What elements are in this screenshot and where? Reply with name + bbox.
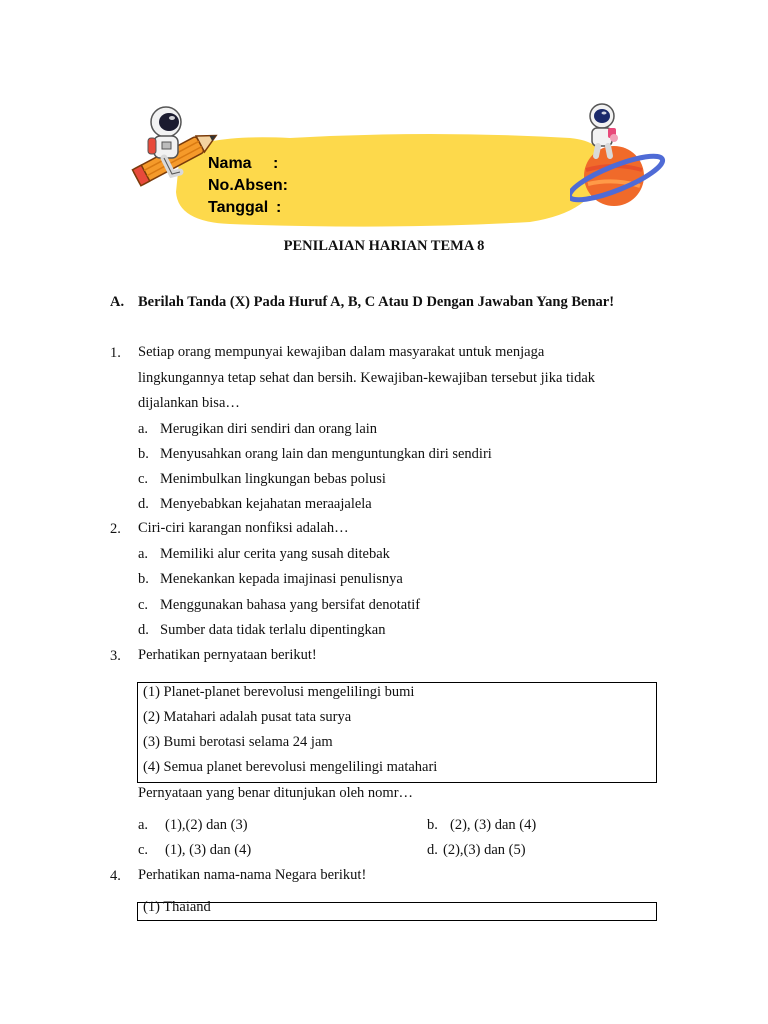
question-number: 3.: [110, 648, 121, 664]
question-text-line: dijalankan bisa…: [138, 395, 240, 411]
option-letter: c.: [138, 842, 149, 858]
option-letter: c.: [138, 471, 149, 487]
question-number: 4.: [110, 868, 121, 884]
statement-item: (2) Matahari adalah pusat tata surya: [143, 709, 352, 725]
option-text[interactable]: Menyusahkan orang lain dan menguntungkan diri sendiri: [160, 446, 492, 462]
option-text[interactable]: Menekankan kepada imajinasi penulisnya: [160, 571, 403, 587]
absen-label: No.Absen:: [208, 177, 288, 194]
option-letter: a.: [138, 546, 149, 562]
option-letter: d.: [427, 842, 438, 858]
option-text[interactable]: (1), (3) dan (4): [165, 842, 252, 858]
option-letter: b.: [427, 817, 438, 833]
option-text[interactable]: Menyebabkan kejahatan meraajalela: [160, 496, 372, 512]
statement-item: (1) Planet-planet berevolusi mengelilingi bumi: [143, 684, 415, 700]
question-text-line: Setiap orang mempunyai kewajiban dalam masyarakat untuk menjaga: [138, 344, 545, 360]
statement-item: (3) Bumi berotasi selama 24 jam: [143, 734, 333, 750]
statement-box: [137, 682, 657, 783]
astronaut-planet-illustration: [570, 98, 668, 213]
statement-item: (1) Thaiand: [143, 899, 211, 915]
question-text: Perhatikan pernyataan berikut!: [138, 647, 317, 663]
question-text: Ciri-ciri karangan nonfiksi adalah…: [138, 520, 349, 536]
question-number: 1.: [110, 345, 121, 361]
option-text[interactable]: Menimbulkan lingkungan bebas polusi: [160, 471, 386, 487]
option-letter: d.: [138, 622, 149, 638]
option-letter: c.: [138, 597, 149, 613]
section-instruction-text: Berilah Tanda (X) Pada Huruf A, B, C Atau D Dengan Jawaban Yang Benar!: [138, 294, 615, 310]
option-letter: d.: [138, 496, 149, 512]
section-letter: A.: [110, 294, 125, 310]
option-text[interactable]: Menggunakan bahasa yang bersifat denotatif: [160, 597, 421, 613]
option-letter: b.: [138, 571, 149, 587]
statement-box: [137, 899, 657, 921]
question-text: Perhatikan nama-nama Negara berikut!: [138, 867, 367, 883]
option-text[interactable]: (1),(2) dan (3): [165, 817, 248, 833]
option-letter: a.: [138, 421, 149, 437]
name-colon: :: [273, 155, 279, 172]
page-title: PENILAIAN HARIAN TEMA 8: [283, 238, 485, 254]
option-text[interactable]: Memiliki alur cerita yang susah ditebak: [160, 546, 390, 562]
statement-item: (4) Semua planet berevolusi mengelilingi matahari: [143, 759, 438, 775]
date-colon: :: [276, 199, 282, 216]
option-letter: b.: [138, 446, 149, 462]
name-label: Nama: [208, 155, 252, 172]
question-number: 2.: [110, 521, 121, 537]
question-prompt: Pernyataan yang benar ditunjukan oleh nomr…: [138, 785, 414, 801]
question-text-line: lingkungannya tetap sehat dan bersih. Kewajiban-kewajiban tersebut jika tidak: [138, 369, 596, 386]
option-text[interactable]: (2), (3) dan (4): [450, 817, 537, 833]
date-label: Tanggal: [208, 199, 269, 216]
option-letter: a.: [138, 817, 149, 833]
option-text[interactable]: Merugikan diri sendiri dan orang lain: [160, 421, 378, 437]
section-instruction: [110, 294, 615, 311]
option-text[interactable]: Sumber data tidak terlalu dipentingkan: [160, 622, 386, 638]
astronaut-pencil-illustration: [118, 100, 228, 200]
option-text[interactable]: (2),(3) dan (5): [443, 842, 526, 858]
